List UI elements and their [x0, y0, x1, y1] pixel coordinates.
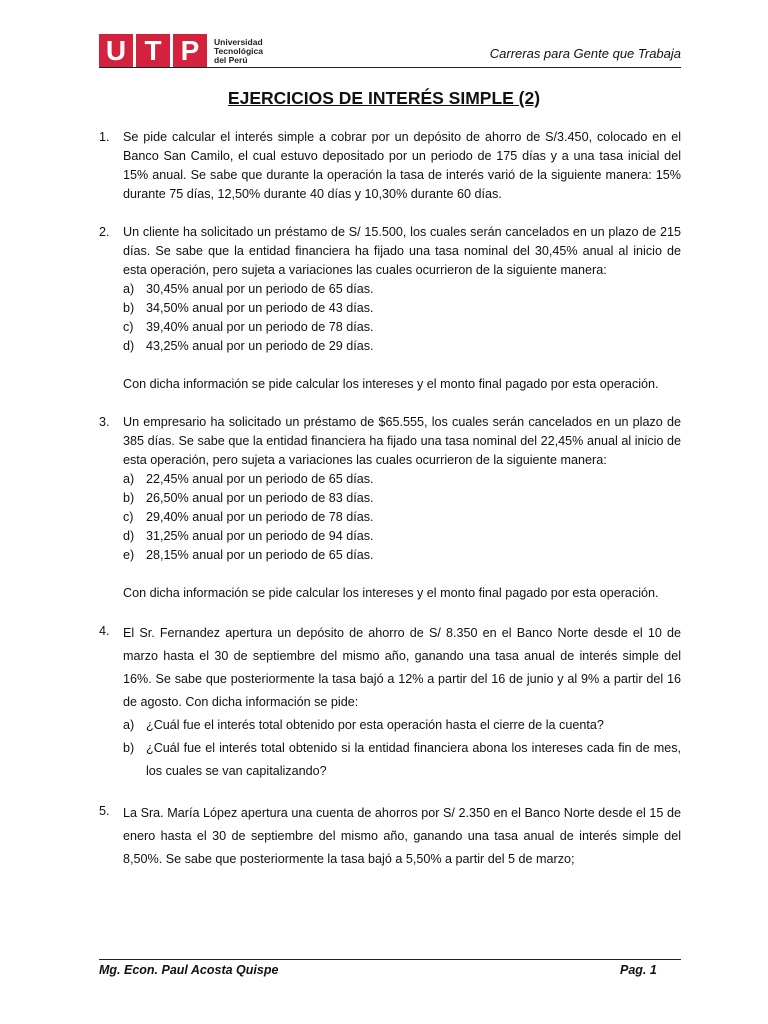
list-item: a) ¿Cuál fue el interés total obtenido por esta operación hasta el cierre de la cuenta?: [123, 718, 604, 732]
footer-author: Mg. Econ. Paul Acosta Quispe: [99, 963, 279, 977]
logo-letter-t: T: [136, 34, 170, 68]
exercise-text: Un empresario ha solicitado un préstamo de $65.555, los cuales serán cancelados en un plazo de 385 días. Se sabe que la entidad financiera ha fijado una tasa nominal del 22,45% anual al inicio de esta operación, pero sujeta a variaciones las cuales ocurrieron de la siguiente manera:: [123, 415, 681, 467]
exercise-number: 3.: [99, 415, 110, 429]
logo-letter-p: P: [173, 34, 207, 68]
page-header: [99, 34, 681, 68]
list-item: e) 28,15% anual por un periodo de 65 días.: [123, 548, 374, 562]
exercise-number: 2.: [99, 225, 110, 239]
page-number: Pag. 1: [620, 963, 657, 977]
exercise-list: [99, 128, 681, 871]
list-item: c) 29,40% anual por un periodo de 78 días.: [123, 510, 374, 524]
list-item: b) ¿Cuál fue el interés total obtenido si la entidad financiera abona los intereses cada fin de mes, los cuales se van capitalizando?: [123, 741, 681, 778]
exercise-note: Con dicha información se pide calcular los intereses y el monto final pagado por esta operación.: [123, 377, 659, 391]
exercise-1: [99, 128, 681, 204]
exercise-2: [99, 223, 681, 394]
logo-letter-u: U: [99, 34, 133, 68]
exercise-number: 4.: [99, 624, 110, 638]
exercise-number: 5.: [99, 804, 110, 818]
page-title: EJERCICIOS DE INTERÉS SIMPLE (2): [227, 88, 541, 108]
exercise-note: Con dicha información se pide calcular los intereses y el monto final pagado por esta operación.: [123, 586, 659, 600]
list-item: a) 22,45% anual por un periodo de 65 días.: [123, 472, 374, 486]
list-item: a) 30,45% anual por un periodo de 65 días.: [123, 282, 374, 296]
exercise-text: Se pide calcular el interés simple a cobrar por un depósito de ahorro de S/3.450, colocado en el Banco San Camilo, el cual estuvo depositado por un periodo de 175 días y a una tasa inicial del 15% anual. Se sabe que durante la operación la tasa de interés varió de la siguiente manera: 15% durante 75 días, 12,50% durante 40 días y 10,30% durante 60 días.: [123, 130, 681, 201]
exercise-text: El Sr. Fernandez apertura un depósito de ahorro de S/ 8.350 en el Banco Norte desde el 10 de marzo hasta el 30 de septiembre del mismo año, ganando una tasa anual de interés simple del 16%. Se sabe que posteriormente la tasa bajó a 12% a partir del 16 de junio y al 9% a partir del 16 de agosto. Con dicha información se pide:: [123, 626, 681, 709]
exercise-text: Un cliente ha solicitado un préstamo de S/ 15.500, los cuales serán cancelados en un plazo de 215 días. Se sabe que la entidad financiera ha fijado una tasa nominal del 30,45% anual al inicio de esta operación, pero sujeta a variaciones las cuales ocurrieron de la siguiente manera:: [123, 225, 681, 277]
exercise-4: [99, 622, 681, 783]
list-item: d) 43,25% anual por un periodo de 29 días.: [123, 339, 374, 353]
header-divider: [99, 67, 681, 68]
exercise-5: [99, 802, 681, 871]
list-item: b) 34,50% anual por un periodo de 43 días.: [123, 301, 374, 315]
exercise-text: La Sra. María López apertura una cuenta de ahorros por S/ 2.350 en el Banco Norte desde el 15 de enero hasta el 30 de septiembre del mismo año, ganando una tasa anual de interés simple del 8,50%. Se sabe que posteriormente la tasa bajó a 5,50% a partir del 5 de marzo;: [123, 806, 681, 866]
list-item: b) 26,50% anual por un periodo de 83 días.: [123, 491, 374, 505]
exercise-number: 1.: [99, 130, 110, 144]
footer-divider: [99, 959, 681, 960]
list-item: d) 31,25% anual por un periodo de 94 días.: [123, 529, 374, 543]
utp-logo: [99, 34, 263, 68]
exercise-3: [99, 413, 681, 603]
university-name: Universidad Tecnológica del Perú: [214, 36, 263, 65]
header-tagline: Carreras para Gente que Trabaja: [489, 46, 681, 61]
list-item: c) 39,40% anual por un periodo de 78 días.: [123, 320, 374, 334]
